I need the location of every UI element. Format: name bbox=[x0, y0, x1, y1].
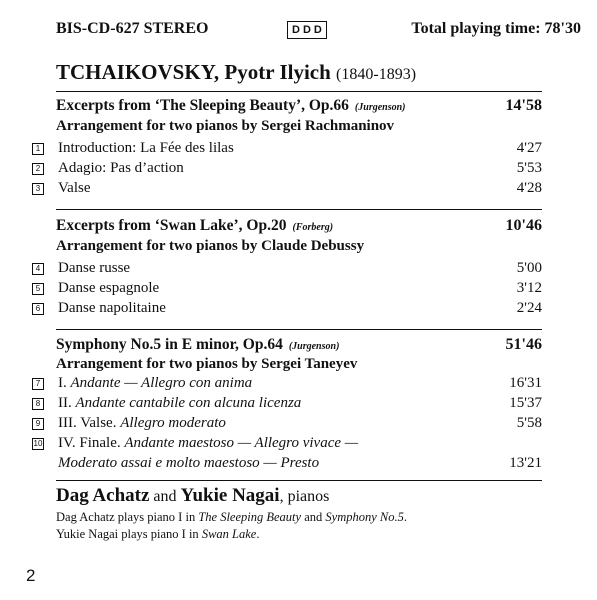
publisher: (Jurgenson) bbox=[354, 102, 406, 113]
track-title: Danse napolitaine bbox=[58, 300, 166, 316]
track-number-box: 5 bbox=[32, 283, 44, 295]
track-title: I. Andante — Allegro con anima bbox=[58, 375, 253, 391]
track-duration: 4'28 bbox=[516, 180, 542, 196]
page-number: 2 bbox=[26, 566, 36, 585]
track-duration: 13'21 bbox=[509, 455, 542, 471]
performers bbox=[56, 485, 329, 507]
section-title-text: Excerpts from ‘The Sleeping Beauty’, Op.66 bbox=[56, 97, 349, 114]
conjunction: and bbox=[153, 488, 177, 505]
track-title: Danse russe bbox=[58, 260, 131, 276]
track-row bbox=[32, 375, 542, 392]
track-row bbox=[32, 160, 542, 177]
track-row bbox=[32, 300, 542, 317]
track-number-box: 9 bbox=[32, 418, 44, 430]
arrangement-credit: Arrangement for two pianos by Claude Debussy bbox=[56, 238, 365, 254]
track-number-box: 8 bbox=[32, 398, 44, 410]
ddd-badge: DDD bbox=[287, 21, 327, 39]
section-title-sleeping-beauty bbox=[56, 97, 542, 115]
section-title-symphony-5 bbox=[56, 336, 542, 354]
track-title: III. Valse. Allegro moderato bbox=[58, 415, 226, 431]
composer-name: TCHAIKOVSKY, Pyotr Ilyich bbox=[56, 60, 331, 84]
track-duration: 2'24 bbox=[516, 300, 542, 316]
arrangement-credit: Arrangement for two pianos by Sergei Rachmaninov bbox=[56, 118, 395, 134]
composer-dates: (1840-1893) bbox=[336, 66, 417, 83]
section-divider bbox=[56, 209, 542, 210]
performer-2: Yukie Nagai bbox=[180, 485, 280, 506]
section-title-swan-lake bbox=[56, 217, 542, 235]
section-title-text: Excerpts from ‘Swan Lake’, Op.20 bbox=[56, 217, 287, 234]
performer-note-2: Yukie Nagai plays piano I in Swan Lake. bbox=[56, 527, 260, 541]
track-number-blank bbox=[32, 458, 44, 470]
track-title: Moderato assai e molto maestoso — Presto bbox=[58, 455, 320, 471]
track-row bbox=[32, 435, 542, 452]
section-divider bbox=[56, 480, 542, 481]
track-row bbox=[32, 415, 542, 432]
section-duration: 10'46 bbox=[505, 217, 542, 234]
track-duration: 5'00 bbox=[516, 260, 542, 276]
catalog-number: BIS-CD-627 STEREO bbox=[56, 20, 209, 37]
section-divider bbox=[56, 91, 542, 92]
track-duration: 5'53 bbox=[516, 160, 542, 176]
track-duration: 15'37 bbox=[509, 395, 542, 411]
track-duration: 3'12 bbox=[516, 280, 542, 296]
track-number-box: 1 bbox=[32, 143, 44, 155]
track-number-box: 6 bbox=[32, 303, 44, 315]
track-number-box: 3 bbox=[32, 183, 44, 195]
track-row bbox=[32, 395, 542, 412]
track-number-box: 10 bbox=[33, 438, 43, 448]
track-row bbox=[32, 260, 542, 277]
performer-note-1: Dag Achatz plays piano I in The Sleeping Beauty and Symphony No.5. bbox=[56, 510, 407, 524]
track-row-continuation bbox=[32, 455, 542, 472]
section-duration: 14'58 bbox=[505, 97, 542, 114]
track-duration: 4'27 bbox=[516, 140, 542, 156]
track-number-box: 7 bbox=[32, 378, 44, 390]
track-row bbox=[32, 140, 542, 157]
track-title: IV. Finale. Andante maestoso — Allegro vivace — bbox=[58, 435, 359, 451]
track-title: Valse bbox=[58, 180, 91, 196]
publisher: (Forberg) bbox=[292, 222, 334, 233]
composer-heading bbox=[56, 60, 416, 85]
section-divider bbox=[56, 329, 542, 330]
track-row bbox=[32, 280, 542, 297]
track-number-box: 4 bbox=[32, 263, 44, 275]
arrangement-credit: Arrangement for two pianos by Sergei Taneyev bbox=[56, 356, 358, 372]
track-title: Introduction: La Fée des lilas bbox=[58, 140, 234, 156]
track-title: II. Andante cantabile con alcuna licenza bbox=[58, 395, 302, 411]
track-duration: 16'31 bbox=[509, 375, 542, 391]
track-title: Danse espagnole bbox=[58, 280, 160, 296]
track-duration: 5'58 bbox=[516, 415, 542, 431]
publisher: (Jurgenson) bbox=[288, 341, 340, 352]
instrument: , pianos bbox=[279, 488, 330, 505]
track-row bbox=[32, 180, 542, 197]
track-title: Adagio: Pas d’action bbox=[58, 160, 184, 176]
section-duration: 51'46 bbox=[505, 336, 542, 353]
track-number-box: 2 bbox=[32, 163, 44, 175]
section-title-text: Symphony No.5 in E minor, Op.64 bbox=[56, 336, 283, 353]
total-playing-time: Total playing time: 78'30 bbox=[411, 20, 581, 37]
performer-1: Dag Achatz bbox=[56, 485, 150, 506]
